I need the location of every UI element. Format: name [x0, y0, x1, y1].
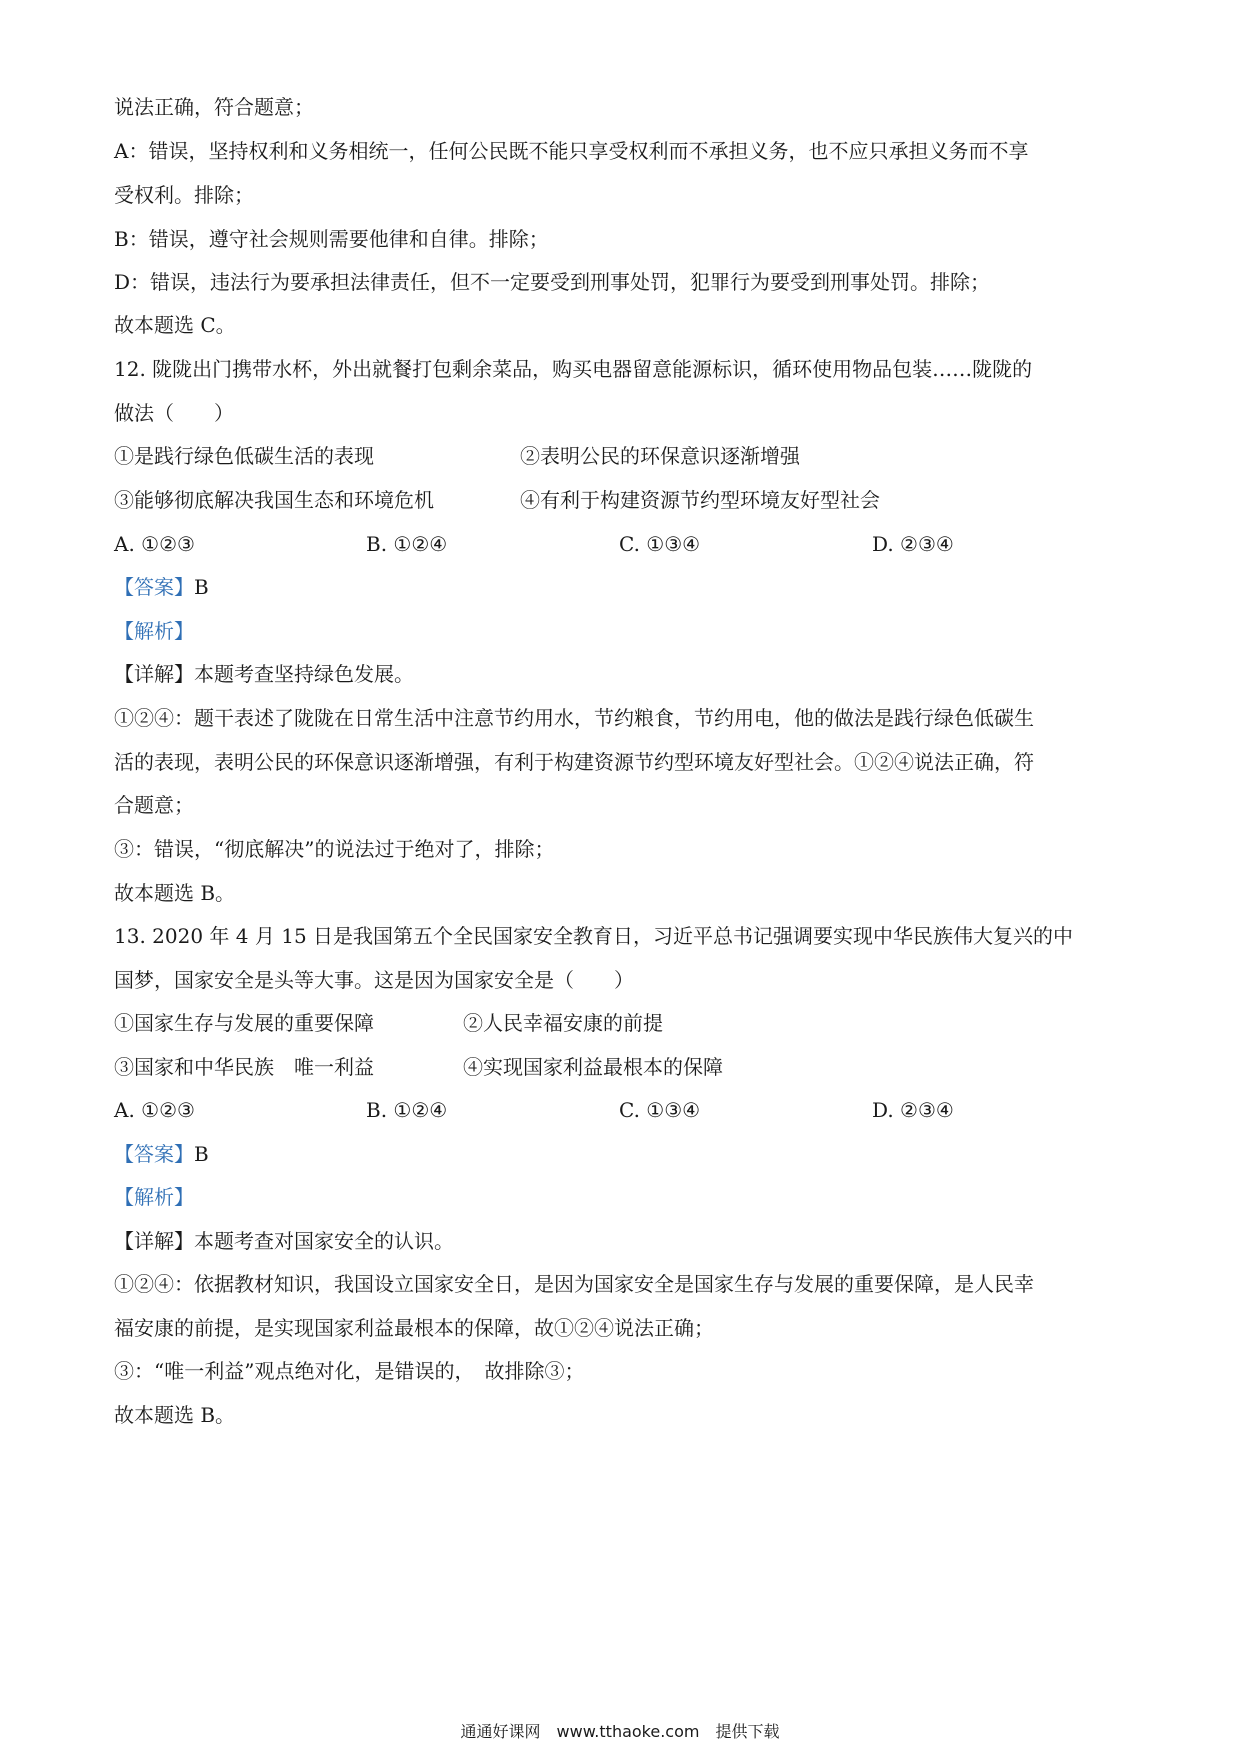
- q13-explanation-line: ③：“唯一利益”观点绝对化，是错误的， 故排除③；: [114, 1359, 585, 1383]
- q13-analysis-tag: 【解析】: [114, 1185, 194, 1209]
- q12-option-a: A. ①②③: [114, 532, 195, 556]
- text-line: 故本题选 C。: [114, 313, 236, 337]
- q12-option-b: B. ①②④: [366, 532, 448, 556]
- q12-explanation-line: ①②④：题干表述了陇陇在日常生活中注意节约用水，节约粮食，节约用电，他的做法是践行绿色低碳生: [114, 706, 1034, 730]
- q12-stem-line-2: 做法（ ）: [114, 401, 234, 425]
- text-line: 受权利。排除；: [114, 183, 254, 207]
- q13-answer: [114, 1141, 209, 1167]
- text-line: A：错误，坚持权利和义务相统一，任何公民既不能只享受权利而不承担义务，也不应只承担义务而不享: [114, 139, 1029, 163]
- q13-explanation-line: 故本题选 B。: [114, 1403, 236, 1427]
- q13-statement-1: ①国家生存与发展的重要保障: [114, 1011, 374, 1035]
- q12-stem-line-1: 12. 陇陇出门携带水杯，外出就餐打包剩余菜品，购买电器留意能源标识，循环使用物品包装……陇陇的: [114, 357, 1033, 381]
- q13-option-b: B. ①②④: [366, 1098, 448, 1122]
- q13-stem-line-1: 13. 2020 年 4 月 15 日是我国第五个全民国家安全教育日，习近平总书记强调要实现中华民族伟大复兴的中: [114, 924, 1074, 948]
- q12-detail: 【详解】本题考查坚持绿色发展。: [114, 662, 414, 686]
- text-line: 说法正确，符合题意；: [114, 95, 314, 119]
- page-footer: 通通好课网 www.tthaoke.com 提供下载: [460, 1722, 780, 1741]
- q12-answer: [114, 574, 209, 600]
- q12-explanation-line: 合题意；: [114, 793, 194, 817]
- q12-option-c: C. ①③④: [619, 532, 701, 556]
- answer-tag: 【答案】: [114, 575, 194, 599]
- q13-explanation-line: ①②④：依据教材知识，我国设立国家安全日，是因为国家安全是国家生存与发展的重要保障，是人民幸: [114, 1272, 1034, 1296]
- q12-statement-1: ①是践行绿色低碳生活的表现: [114, 444, 374, 468]
- q12-explanation-line: 故本题选 B。: [114, 881, 236, 905]
- q13-stem-line-2: 国梦，国家安全是头等大事。这是因为国家安全是（ ）: [114, 968, 634, 992]
- text-line: B：错误，遵守社会规则需要他律和自律。排除；: [114, 227, 549, 251]
- q12-analysis-tag: 【解析】: [114, 619, 194, 643]
- q12-statement-3: ③能够彻底解决我国生态和环境危机: [114, 488, 434, 512]
- text-line: D：错误，违法行为要承担法律责任，但不一定要受到刑事处罚，犯罪行为要受到刑事处罚。排除；: [114, 270, 991, 294]
- q12-explanation-line: ③：错误，“彻底解决”的说法过于绝对了，排除；: [114, 837, 555, 861]
- q12-statement-4: ④有利于构建资源节约型环境友好型社会: [520, 488, 880, 512]
- answer-value: B: [194, 575, 209, 599]
- q12-explanation-line: 活的表现，表明公民的环保意识逐渐增强，有利于构建资源节约型环境友好型社会。①②④说法正确，符: [114, 750, 1034, 774]
- answer-tag: 【答案】: [114, 1142, 194, 1166]
- q13-statement-4: ④实现国家利益最根本的保障: [463, 1055, 723, 1079]
- q13-statement-3: ③国家和中华民族 唯一利益: [114, 1055, 374, 1079]
- q12-option-d: D. ②③④: [872, 532, 954, 556]
- q13-option-a: A. ①②③: [114, 1098, 195, 1122]
- q12-statement-2: ②表明公民的环保意识逐渐增强: [520, 444, 800, 468]
- q13-statement-2: ②人民幸福安康的前提: [463, 1011, 663, 1035]
- q13-explanation-line: 福安康的前提，是实现国家利益最根本的保障，故①②④说法正确；: [114, 1316, 714, 1340]
- q13-option-d: D. ②③④: [872, 1098, 954, 1122]
- q13-detail: 【详解】本题考查对国家安全的认识。: [114, 1229, 454, 1253]
- q13-option-c: C. ①③④: [619, 1098, 701, 1122]
- answer-value: B: [194, 1142, 209, 1166]
